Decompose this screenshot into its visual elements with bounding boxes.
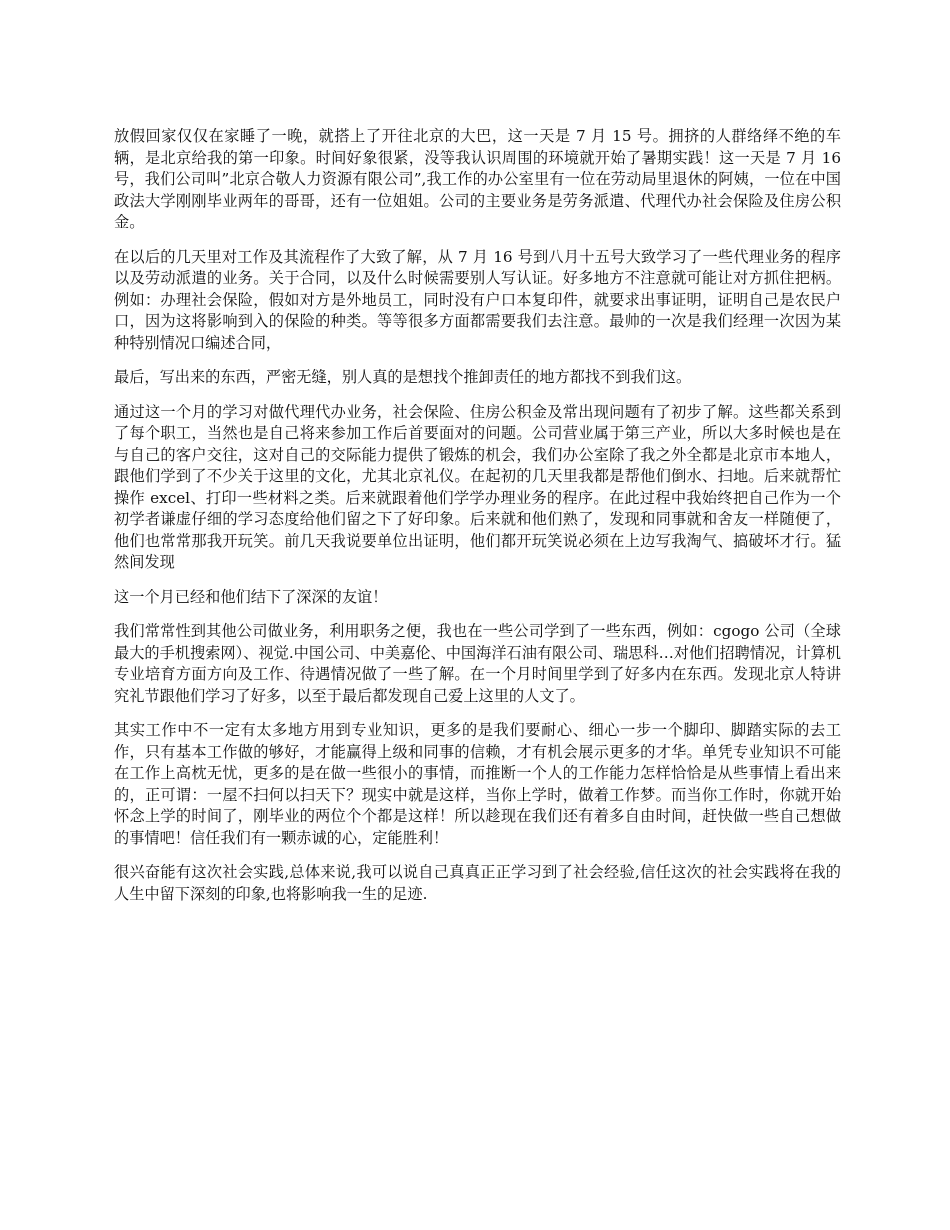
paragraph-1: 放假回家仅仅在家睡了一晚，就搭上了开往北京的大巴，这一天是 7 月 15 号。拥挤的人群络绎不绝的车辆，是北京给我的第一印象。时间好象很紧，没等我认识周围的环境就开始了暑期实践！这一天是 7 月 16 号，我们公司叫”北京合敬人力资源有限公司”,我工作的办公室里有一位在劳动局里退休的阿姨，一位在中国政法大学刚刚毕业两年的哥哥，还有一位姐姐。公司的主要业务是劳务派遣、代理代办社会保险及住房公积金。	[114, 127, 841, 231]
paragraph-6: 我们常常性到其他公司做业务，利用职务之便，我也在一些公司学到了一些东西，例如：cgogo 公司（全球最大的手机搜索网）、视觉.中国公司、中美嘉伦、中国海洋石油有限公司、瑞思科…对他们招聘情况，计算机专业培育方面方向及工作、待遇情况做了一些了解。在一个月时间里学到了好多内在东西。发现北京人特讲究礼节跟他们学习了好多，以至于最后都发现自己爱上这里的人文了。	[114, 622, 841, 705]
document-page	[114, 126, 841, 918]
paragraph-2: 在以后的几天里对工作及其流程作了大致了解，从 7 月 16 号到八月十五号大致学习了一些代理业务的程序以及劳动派遣的业务。关于合同，以及什么时候需要别人写认证。好多地方不注意就可能让对方抓住把柄。例如：办理社会保险，假如对方是外地员工，同时没有户口本复印件，就要求出事证明，证明自己是农民户口，因为这将影响到入的保险的种类。等等很多方面都需要我们去注意。最帅的一次是我们经理一次因为某种特别情况口编述合同，	[114, 247, 841, 352]
paragraph-3: 最后，写出来的东西，严密无缝，别人真的是想找个推卸责任的地方都找不到我们这。	[114, 368, 692, 386]
paragraph-7: 其实工作中不一定有太多地方用到专业知识，更多的是我们要耐心、细心一步一个脚印、脚踏实际的去工作，只有基本工作做的够好，才能赢得上级和同事的信赖，才有机会展示更多的才华。单凭专业知识不可能在工作上高枕无忧，更多的是在做一些很小的事情，而推断一个人的工作能力怎样恰恰是从些事情上看出来的，正可谓：一屋不扫何以扫天下？现实中就是这样，当你上学时，做着工作梦。而当你工作时，你就开始怀念上学的时间了，刚毕业的两位个个都是这样！所以趁现在我们还有着多自由时间，赶快做一些自己想做的事情吧！信任我们有一颗赤诚的心，定能胜利！	[114, 721, 841, 847]
paragraph-4: 通过这一个月的学习对做代理代办业务，社会保险、住房公积金及常出现问题有了初步了解。这些都关系到了每个职工，当然也是自己将来参加工作后首要面对的问题。公司营业属于第三产业，所以大多时候也是在与自己的客户交往，这对自己的交际能力提供了锻炼的机会，我们办公室除了我之外全都是北京市本地人，跟他们学到了不少关于这里的文化，尤其北京礼仪。在起初的几天里我都是帮他们倒水、扫地。后来就帮忙操作 excel、打印一些材料之类。后来就跟着他们学学办理业务的程序。在此过程中我始终把自己作为一个初学者谦虚仔细的学习态度给他们留之下了好印象。后来就和他们熟了，发现和同事就和舍友一样随便了，他们也常常那我开玩笑。前几天我说要单位出证明，他们都开玩笑说必须在上边写我淘气、搞破坏才行。猛然间发现	[114, 402, 841, 571]
paragraph-8: 很兴奋能有这次社会实践,总体来说,我可以说自己真真正正学习到了社会经验,信任这次的社会实践将在我的人生中留下深刻的印象,也将影响我一生的足迹.	[114, 863, 841, 903]
paragraph-5: 这一个月已经和他们结下了深深的友谊！	[114, 587, 388, 606]
